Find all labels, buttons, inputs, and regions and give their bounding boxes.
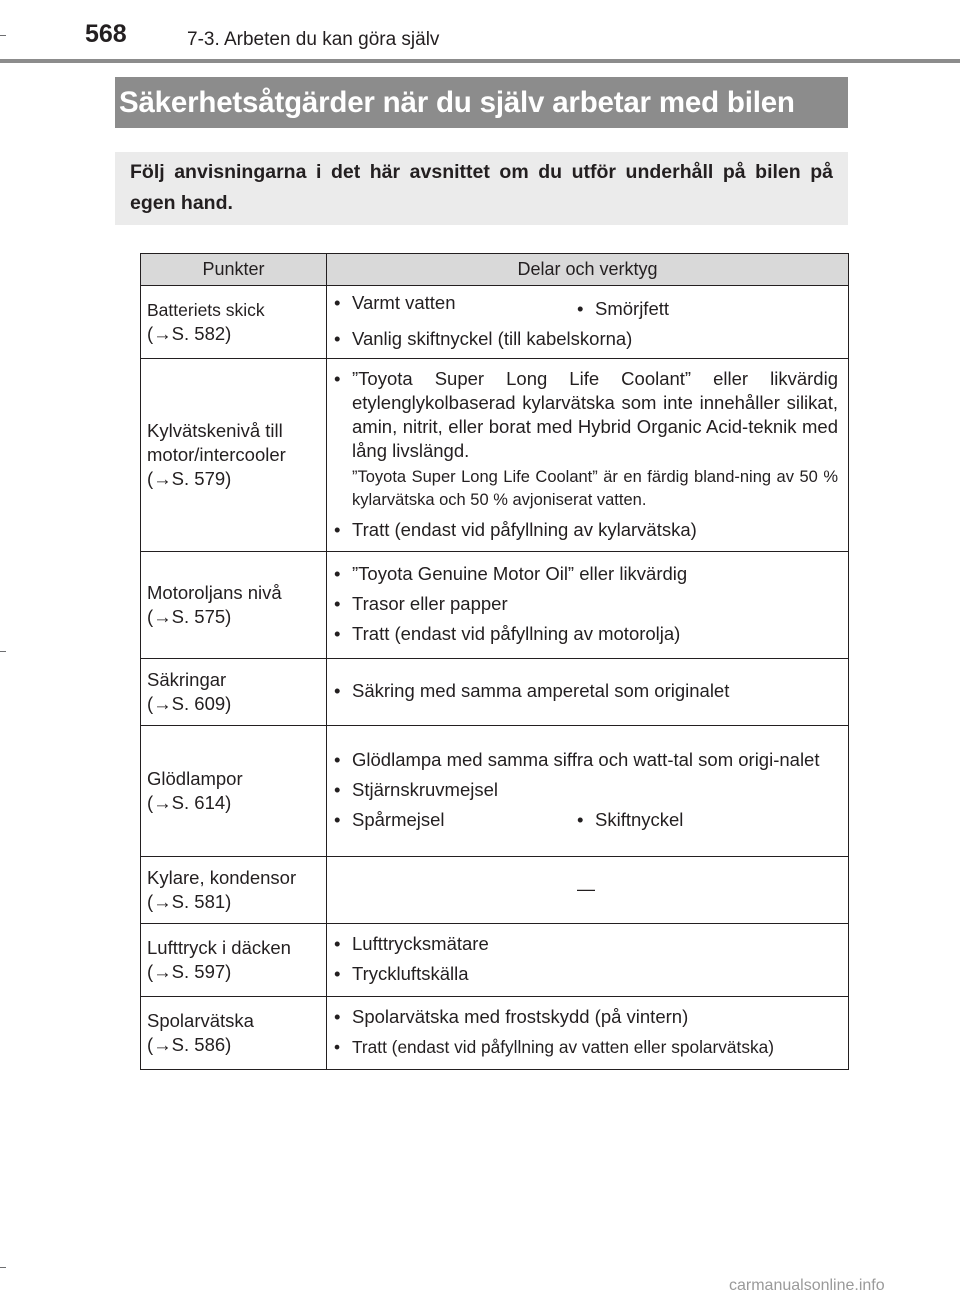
page-reference: (→S. 581) [147, 891, 232, 912]
list-item: • ”Toyota Genuine Motor Oil” eller likvärdig [334, 562, 838, 586]
item-name: Kylvätskenivå till motor/intercooler [147, 420, 286, 465]
list-item: • Glödlampa med samma siffra och watt-tal som origi-nalet [334, 748, 838, 772]
page-number: 568 [85, 20, 127, 48]
table-row [141, 286, 849, 359]
page-reference: (→S. 614) [147, 792, 232, 813]
empty-dash: — [577, 878, 595, 899]
list-item: • Tryckluftskälla [334, 962, 838, 986]
tools-table [140, 253, 849, 1070]
item-name: Säkringar [147, 669, 227, 690]
item-name: Batteriets skick [147, 300, 265, 320]
crop-mark-top-left [0, 35, 6, 36]
list-item: • Varmt vatten [334, 291, 577, 315]
list-item: • Tratt (endast vid påfyllning av motorolja) [334, 622, 838, 646]
item-name: Spolarvätska [147, 1010, 254, 1031]
item-cell [141, 924, 327, 997]
parts-cell [327, 359, 849, 552]
page-reference: (→S. 586) [147, 1034, 232, 1055]
page-reference: (→S. 575) [147, 606, 232, 627]
list-item: • Vanlig skiftnyckel (till kabelskorna) [334, 327, 838, 351]
list-item: • Trasor eller papper [334, 592, 838, 616]
parts-cell [327, 726, 849, 857]
table-row [141, 857, 849, 924]
list-item: • Spårmejsel [334, 808, 577, 832]
parts-cell [327, 997, 849, 1070]
list-item: • Tratt (endast vid påfyllning av kylarvätska) [334, 518, 838, 542]
item-cell [141, 726, 327, 857]
item-name: Motoroljans nivå [147, 582, 282, 603]
page-reference: (→S. 609) [147, 693, 232, 714]
item-cell [141, 359, 327, 552]
header-rule [0, 59, 960, 63]
table-header-row [141, 254, 849, 286]
item-name: Kylare, kondensor [147, 867, 297, 888]
list-item [334, 367, 838, 512]
page-reference: (→S. 597) [147, 961, 232, 982]
list-item-text: ”Toyota Super Long Life Coolant” eller likvärdig etylenglykolbaserad kylarvätska som inte innehåller silikat, amin, nitrit, eller borat med Hybrid Organic Acid-teknik med lång livslängd. [352, 367, 838, 461]
page-reference: (→S. 582) [147, 323, 232, 344]
table-row [141, 659, 849, 726]
list-item: • Smörjfett [577, 297, 820, 321]
column-header-parts: Delar och verktyg [327, 254, 849, 286]
table-row [141, 997, 849, 1070]
table-row [141, 359, 849, 552]
item-cell [141, 997, 327, 1070]
list-item: • Spolarvätska med frostskydd (på vintern) [334, 1005, 838, 1029]
watermark: carmanualsonline.info [729, 1277, 885, 1294]
list-item: • Skiftnyckel [577, 808, 820, 832]
intro-paragraph: Följ anvisningarna i det här avsnittet om du utför underhåll på bilen på egen hand. [115, 152, 848, 225]
crop-mark-mid-left [0, 651, 6, 652]
table-row [141, 726, 849, 857]
parts-cell [327, 552, 849, 659]
list-item: • Säkring med samma amperetal som originalet [334, 679, 838, 703]
parts-cell [327, 924, 849, 997]
page-reference: (→S. 579) [147, 468, 232, 489]
coolant-note: ”Toyota Super Long Life Coolant” är en färdig bland-ning av 50 % kylarvätska och 50 % avjoniserat vatten. [352, 467, 838, 509]
item-cell [141, 552, 327, 659]
parts-cell [327, 286, 849, 359]
column-header-items: Punkter [141, 254, 327, 286]
list-item: • Stjärnskruvmejsel [334, 778, 838, 802]
page-title: Säkerhetsåtgärder när du själv arbetar med bilen [115, 77, 848, 128]
list-item: • Lufttrycksmätare [334, 932, 838, 956]
table-row [141, 924, 849, 997]
item-name: Lufttryck i däcken [147, 937, 291, 958]
item-cell [141, 659, 327, 726]
table-row [141, 552, 849, 659]
item-name: Glödlampor [147, 768, 243, 789]
item-cell [141, 857, 327, 924]
section-label: 7-3. Arbeten du kan göra själv [187, 29, 440, 50]
list-item: • Tratt (endast vid påfyllning av vatten eller spolarvätska) [334, 1035, 838, 1059]
parts-cell [327, 857, 849, 924]
item-cell [141, 286, 327, 359]
crop-mark-bottom-left [0, 1267, 6, 1268]
parts-cell [327, 659, 849, 726]
